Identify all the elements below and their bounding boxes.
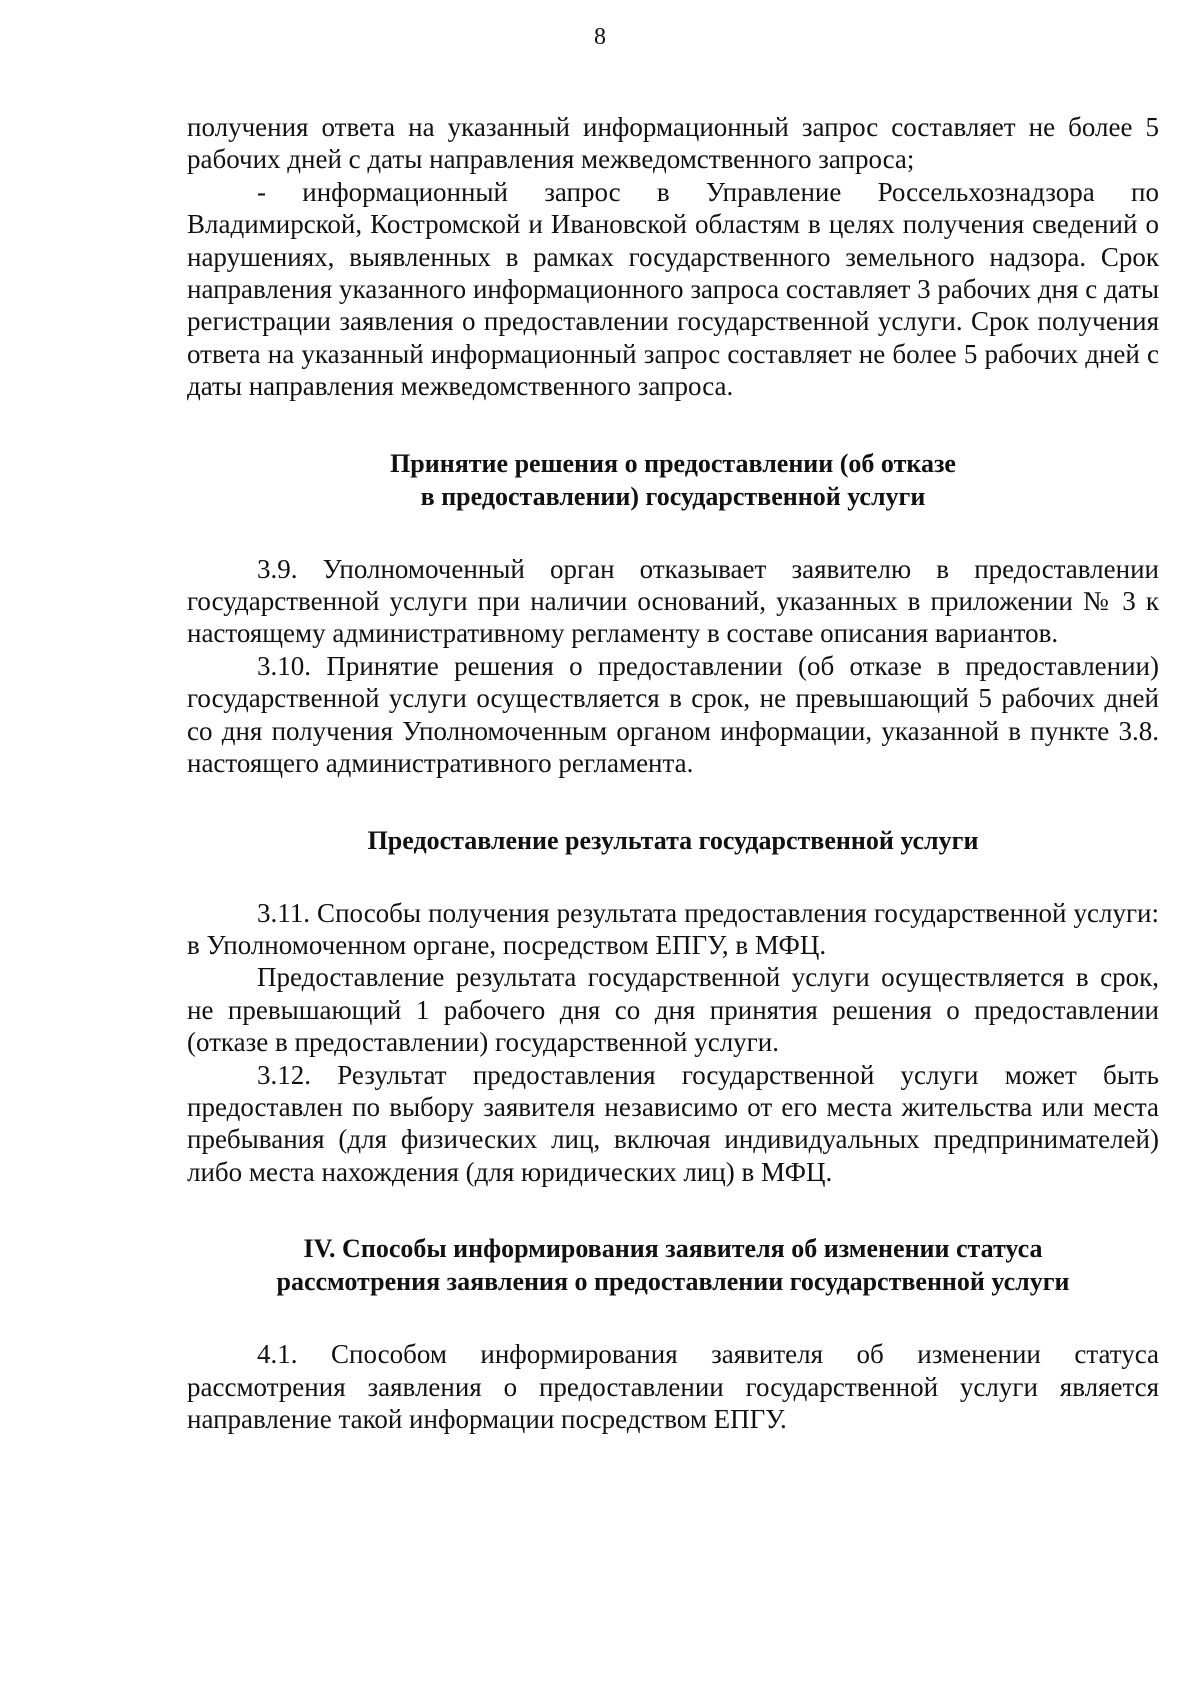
paragraph-request-response-deadline: получения ответа на указанный информационный запрос составляет не более 5 рабочих дней с даты направления межведомственного запроса; xyxy=(187,112,1159,175)
heading-line: в предоставлении) государственной услуги xyxy=(420,481,926,511)
paragraph-3-12: 3.12. Результат предоставления государственной услуги может быть предоставлен по выбору заявителя независимо от его места жительства или места пребывания (для физических лиц, включая индивидуальных предпринимателей) либо места нахождения (для юридических лиц) в МФЦ. xyxy=(187,1059,1159,1187)
heading-line: Принятие решения о предоставлении (об отказе xyxy=(390,448,956,478)
heading-line: Предоставление результата государственной услуги xyxy=(367,825,979,855)
heading-line: рассмотрения заявления о предоставлении государственной услуги xyxy=(276,1267,1070,1297)
paragraph-4-1: 4.1. Способом информирования заявителя об изменении статуса рассмотрения заявления о предоставлении государственной услуги является направление такой информации посредством ЕПГУ. xyxy=(187,1339,1159,1434)
document-body xyxy=(187,111,1159,1435)
heading-line: IV. Способы информирования заявителя об изменении статуса xyxy=(303,1234,1043,1264)
page-number: 8 xyxy=(594,24,606,50)
heading-result-provision xyxy=(187,824,1159,857)
paragraph-3-10: 3.10. Принятие решения о предоставлении (об отказе в предоставлении) государственной услуги осуществляется в срок, не превышающий 5 рабочих дней со дня получения Уполномоченным органом информации, указанной в пункте 3.8. настоящего административного регламента. xyxy=(187,650,1159,779)
heading-decision xyxy=(187,447,1159,513)
paragraph-3-9: 3.9. Уполномоченный орган отказывает заявителю в предоставлении государственной услуги при наличии оснований, указанных в приложении № 3 к настоящему административному регламенту в составе описания вариантов. xyxy=(187,553,1159,649)
heading-section-iv xyxy=(187,1232,1159,1298)
paragraph-rosselkhoznadzor-request: - информационный запрос в Управление Россельхознадзора по Владимирской, Костромской и Ивановской областям в целях получения сведений о нарушениях, выявленных в рамках государственного земельного надзора. Срок направления указанного информационного запроса составляет 3 рабочих дня с даты регистрации заявления о предоставлении государственной услуги. Срок получения ответа на указанный информационный запрос составляет не более 5 рабочих дней с даты направления межведомственного запроса. xyxy=(187,176,1159,402)
paragraph-3-11: 3.11. Способы получения результата предоставления государственной услуги: в Уполномоченном органе, посредством ЕПГУ, в МФЦ. xyxy=(187,897,1159,960)
paragraph-result-deadline: Предоставление результата государственной услуги осуществляется в срок, не превышающий 1 рабочего дня со дня принятия решения о предоставлении (отказе в предоставлении) государственной услуги. xyxy=(187,962,1159,1058)
